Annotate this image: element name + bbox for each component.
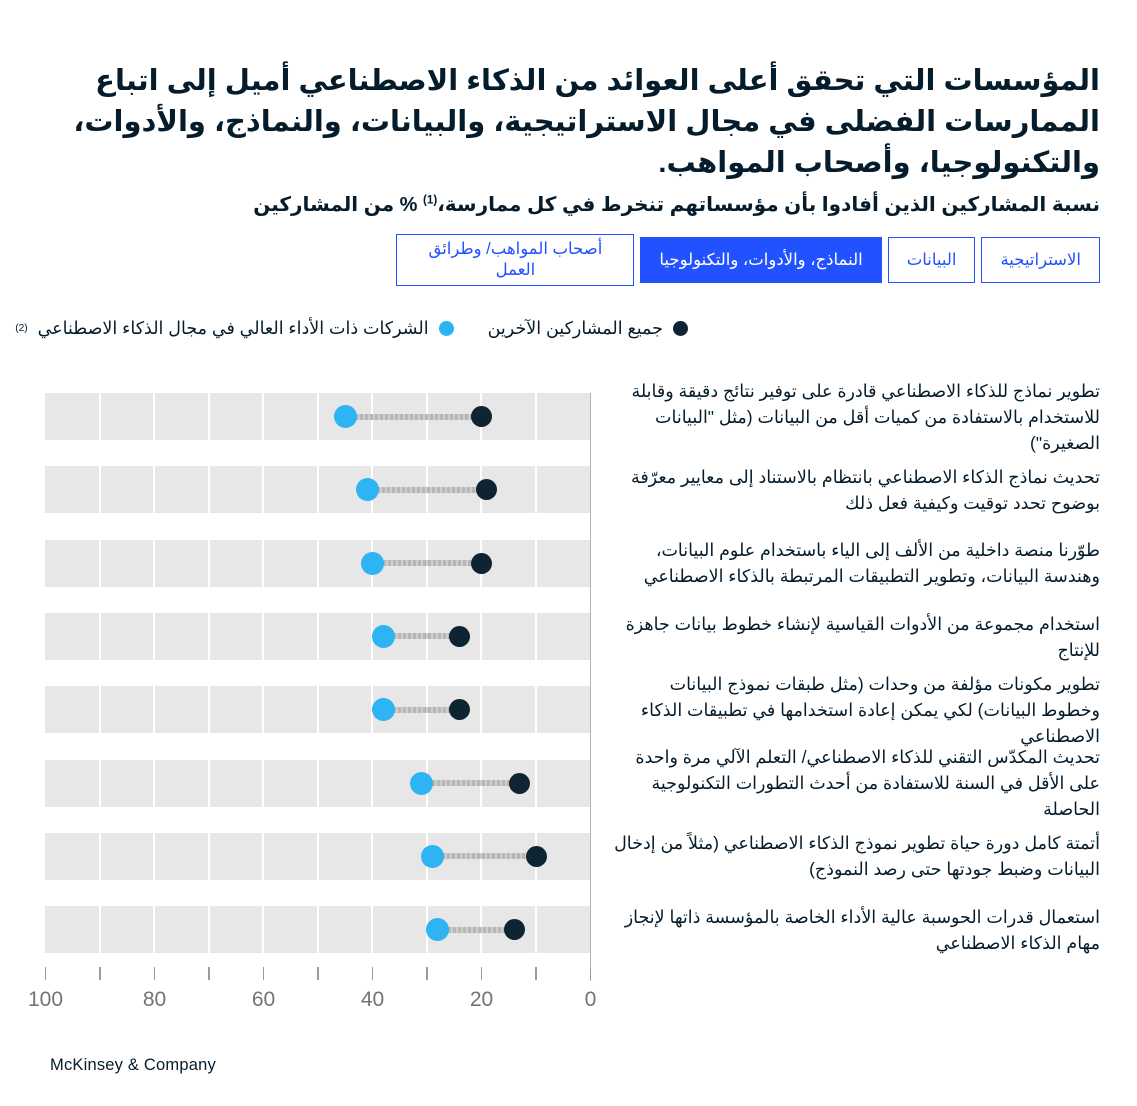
- page-title: المؤسسات التي تحقق أعلى العوائد من الذكاء الاصطناعي أميل إلى اتباع الممارسات الفضلى في مجال الاستراتيجية، والبيانات، والنماذج، والأدوات، والتكنولوجيا، وأصحاب المواهب.: [73, 65, 1100, 180]
- gridline: [153, 833, 155, 880]
- gridline: [480, 686, 482, 733]
- gridline: [535, 393, 537, 440]
- row-band: [45, 613, 591, 660]
- x-tick: [535, 967, 537, 980]
- row-label: [608, 600, 1100, 673]
- gridline: [99, 833, 101, 880]
- gridline: [262, 466, 264, 513]
- gridline: [208, 686, 210, 733]
- gridline: [153, 540, 155, 587]
- subtitle-unit-text: % من المشاركين: [253, 194, 423, 216]
- gridline: [262, 833, 264, 880]
- gridline: [153, 686, 155, 733]
- x-tick: [317, 967, 319, 980]
- gridline: [153, 906, 155, 953]
- x-tick: [481, 967, 483, 980]
- gridline: [371, 906, 373, 953]
- gridline: [535, 760, 537, 807]
- gridline: [208, 540, 210, 587]
- x-tick: [45, 967, 47, 980]
- x-tick: [99, 967, 101, 980]
- dot-others: [449, 626, 470, 647]
- row-label: [608, 453, 1100, 526]
- gridline: [153, 613, 155, 660]
- tab-label: البيانات: [906, 250, 957, 269]
- legend-label: جميع المشاركين الآخرين: [487, 318, 663, 338]
- gridline: [317, 613, 319, 660]
- x-tick: [263, 967, 265, 980]
- gridline: [317, 540, 319, 587]
- gridline: [535, 906, 537, 953]
- dot-high-performers: [334, 405, 357, 428]
- dumbbell-connector: [345, 414, 481, 420]
- row-label: [608, 527, 1100, 600]
- dot-high-performers: [372, 698, 395, 721]
- footnote-marker-1: (1): [422, 193, 438, 207]
- footnote-marker-2: (2): [15, 323, 28, 334]
- dot-high-performers: [410, 772, 433, 795]
- gridline: [317, 686, 319, 733]
- gridline: [371, 760, 373, 807]
- row-label-text: تحديث نماذج الذكاء الاصطناعي بانتظام بالاستناد إلى معايير معرّفة بوضوح تحدد توقيت وكيفية فعل ذلك: [630, 466, 1100, 513]
- gridline: [208, 393, 210, 440]
- gridline: [262, 613, 264, 660]
- x-tick: [590, 967, 592, 980]
- dot-high-performers: [372, 625, 395, 648]
- gridline: [480, 613, 482, 660]
- x-tick: [208, 967, 210, 980]
- dot-high-performers: [361, 552, 384, 575]
- row-label-text: تطوير مكونات مؤلفة من وحدات (مثل طبقات نموذج البيانات وخطوط البيانات) لكي يمكن إعادة استخدامها في تطبيقات الذكاء الاصطناعي: [640, 673, 1100, 746]
- gridline: [535, 540, 537, 587]
- tab-label: الاستراتيجية: [1000, 250, 1081, 269]
- dumbbell-connector: [438, 927, 514, 933]
- axis-line: [590, 393, 592, 981]
- mckinsey-logo-text: McKinsey & Company: [50, 1056, 216, 1074]
- dot-high-performers: [421, 845, 444, 868]
- x-tick-label: 100: [27, 988, 64, 1011]
- dumbbell-connector: [373, 560, 482, 566]
- dot-others: [504, 919, 525, 940]
- gridline: [99, 686, 101, 733]
- row-label: [608, 820, 1100, 893]
- x-tick: [372, 967, 374, 980]
- row-label-text: تحديث المكدّس التقني للذكاء الاصطناعي/ التعلم الآلي مرة واحدة على الأقل في السنة للاستفادة من أحدث التطورات التكنولوجية الحاصلة: [635, 747, 1100, 820]
- gridline: [208, 760, 210, 807]
- gridline: [153, 466, 155, 513]
- row-label-text: استعمال قدرات الحوسبة عالية الأداء الخاصة بالمؤسسة ذاتها لإنجاز مهام الذكاء الاصطناعي: [624, 906, 1100, 953]
- row-label-text: تطوير نماذج للذكاء الاصطناعي قادرة على توفير نتائج دقيقة وقابلة للاستخدام بالاستفادة من كميات أقل من البيانات (مثل "البيانات الصغيرة"): [631, 380, 1100, 453]
- gridline: [535, 613, 537, 660]
- dot-others: [526, 846, 547, 867]
- gridline: [371, 833, 373, 880]
- gridline: [262, 686, 264, 733]
- gridline: [99, 393, 101, 440]
- x-tick-label: 20: [469, 988, 494, 1011]
- gridline: [317, 760, 319, 807]
- row-band: [45, 540, 591, 587]
- x-tick: [154, 967, 156, 980]
- dumbbell-connector: [422, 780, 520, 786]
- gridline: [317, 393, 319, 440]
- legend-label: الشركات ذات الأداء العالي في مجال الذكاء الاصطناعي: [37, 318, 429, 338]
- gridline: [208, 466, 210, 513]
- gridline: [317, 466, 319, 513]
- row-label: [608, 673, 1100, 746]
- dot-others: [509, 773, 530, 794]
- row-label: [608, 747, 1100, 820]
- row-band: [45, 466, 591, 513]
- subtitle-text: نسبة المشاركين الذين أفادوا بأن مؤسساتهم تنخرط في كل ممارسة،: [437, 194, 1100, 216]
- gridline: [153, 393, 155, 440]
- x-tick-label: 0: [584, 988, 597, 1011]
- dumbbell-connector: [432, 853, 536, 859]
- x-tick-label: 60: [251, 988, 276, 1011]
- gridline: [262, 906, 264, 953]
- gridline: [208, 613, 210, 660]
- dot-others: [471, 406, 492, 427]
- gridline: [208, 833, 210, 880]
- gridline: [262, 540, 264, 587]
- gridline: [317, 906, 319, 953]
- tab-label: النماذج، والأدوات، والتكنولوجيا: [659, 250, 863, 269]
- tab-label: أصحاب المواهب/ وطرائق العمل: [428, 240, 603, 279]
- row-band: [45, 393, 591, 440]
- row-label-text: أتمتة كامل دورة حياة تطوير نموذج الذكاء الاصطناعي (مثلاً من إدخال البيانات وضبط جودتها حتى رصد النموذج): [614, 833, 1100, 880]
- gridline: [153, 760, 155, 807]
- x-tick-label: 40: [360, 988, 385, 1011]
- gridline: [535, 686, 537, 733]
- dumbbell-connector: [367, 487, 487, 493]
- gridline: [99, 540, 101, 587]
- gridline: [99, 466, 101, 513]
- dot-others: [471, 553, 492, 574]
- gridline: [317, 833, 319, 880]
- gridline: [535, 466, 537, 513]
- row-label-text: استخدام مجموعة من الأدوات القياسية لإنشاء خطوط بيانات جاهزة للإنتاج: [625, 613, 1100, 660]
- dot-high-performers: [356, 478, 379, 501]
- gridline: [208, 906, 210, 953]
- gridline: [262, 760, 264, 807]
- gridline: [99, 906, 101, 953]
- row-band: [45, 686, 591, 733]
- x-tick: [426, 967, 428, 980]
- gridline: [99, 760, 101, 807]
- row-label-text: طوّرنا منصة داخلية من الألف إلى الياء باستخدام علوم البيانات، وهندسة البيانات، وتطوير التطبيقات المرتبطة بالذكاء الاصطناعي: [643, 540, 1100, 587]
- row-label: [608, 380, 1100, 453]
- gridline: [262, 393, 264, 440]
- gridline: [99, 613, 101, 660]
- x-tick-label: 80: [142, 988, 167, 1011]
- row-label: [608, 893, 1100, 966]
